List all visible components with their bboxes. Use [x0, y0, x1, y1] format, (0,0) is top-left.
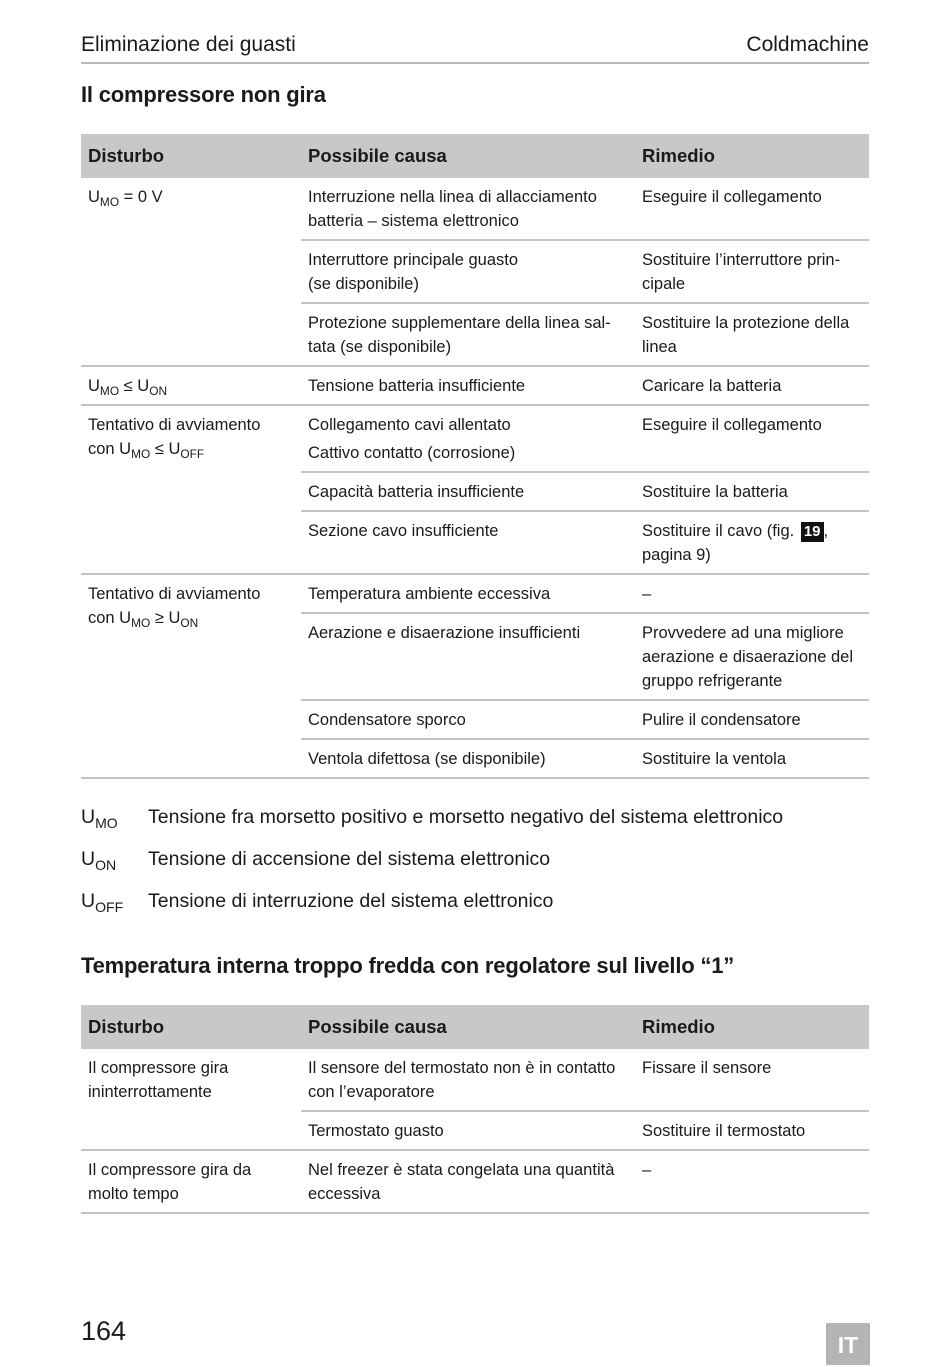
- header-product-name: Coldmachine: [746, 33, 869, 56]
- disturbo-cell: $U_{MO} = 0$ V: [81, 178, 301, 366]
- language-badge: IT: [826, 1323, 870, 1365]
- legend-symbol: $U_{MO}$: [81, 806, 118, 831]
- page-header: [81, 30, 869, 64]
- table-header-row: [81, 1005, 869, 1049]
- cause-cell: Ventola difettosa (se disponibile): [301, 739, 635, 778]
- column-header-causa: Possibile causa: [301, 1005, 635, 1049]
- column-header-disturbo: Disturbo: [81, 134, 301, 178]
- section-title-compressor: Il compressore non gira: [81, 82, 326, 107]
- remedy-cell: Caricare la batteria: [635, 366, 869, 405]
- column-header-rimedio: Rimedio: [635, 1005, 869, 1049]
- cause-cell: Temperatura ambiente eccessiva: [301, 574, 635, 613]
- legend-description: Tensione di interruzione del sistema elettronico: [148, 890, 554, 912]
- cause-cell: Tensione batteria insufficiente: [301, 366, 635, 405]
- remedy-cell: Sostituire il cavo (fig. 19 , pagina 9): [635, 511, 869, 574]
- remedy-cell: Sostituire la batteria: [635, 472, 869, 511]
- column-header-rimedio: Rimedio: [635, 134, 869, 178]
- table-row: [81, 1049, 869, 1111]
- page-number: 164: [81, 1316, 127, 1346]
- remedy-cell: Sostituire la ventola: [635, 739, 869, 778]
- table-row: [81, 405, 869, 472]
- table-row: [81, 178, 869, 240]
- remedy-cell: Fissare il sensore: [635, 1049, 869, 1111]
- cause-cell: Interruttore principale guasto (se disponibile): [301, 240, 635, 303]
- table-row: [81, 574, 869, 613]
- remedy-cell: Sostituire l’interruttore prin-cipale: [635, 240, 869, 303]
- remedy-cell: Provvedere ad una migliore aerazione e disaerazione del gruppo refrigerante: [635, 613, 869, 700]
- legend-description: Tensione di accensione del sistema elettronico: [148, 848, 551, 870]
- table-row: [81, 366, 869, 405]
- remedy-cell: Eseguire il collegamento: [635, 178, 869, 240]
- remedy-cell: Eseguire il collegamento: [635, 405, 869, 472]
- section-title-temperature: Temperatura interna troppo fredda con regolatore sul livello “1”: [81, 953, 735, 978]
- troubleshooting-table-compressor: [81, 134, 869, 779]
- table-header-row: [81, 134, 869, 178]
- remedy-cell: Sostituire il termostato: [635, 1111, 869, 1150]
- remedy-cell: Sostituire la protezione della linea: [635, 303, 869, 366]
- legend-symbol: $U_{OFF}$: [81, 890, 124, 915]
- legend-symbol: $U_{ON}$: [81, 848, 117, 873]
- figure-reference-badge: 19: [801, 522, 824, 542]
- remedy-cell: –: [635, 1150, 869, 1213]
- cause-cell: Sezione cavo insufficiente: [301, 511, 635, 574]
- header-section-title: Eliminazione dei guasti: [81, 33, 296, 56]
- cause-cell: Protezione supplementare della linea sal-tata (se disponibile): [301, 303, 635, 366]
- remedy-cell: Pulire il condensatore: [635, 700, 869, 739]
- column-header-disturbo: Disturbo: [81, 1005, 301, 1049]
- disturbo-cell: Tentativo di avviamento con $U_{MO} \ge U_{ON}$: [81, 574, 301, 778]
- cause-cell: Aerazione e disaerazione insufficienti: [301, 613, 635, 700]
- table-row: [81, 1150, 869, 1213]
- troubleshooting-table-temperature: [81, 1005, 869, 1214]
- legend-description: Tensione fra morsetto positivo e morsetto negativo del sistema elettronico: [148, 806, 784, 828]
- cause-cell: Il sensore del termostato non è in contatto con l’evaporatore: [301, 1049, 635, 1111]
- cause-cell: Capacità batteria insufficiente: [301, 472, 635, 511]
- cause-cell: Condensatore sporco: [301, 700, 635, 739]
- disturbo-cell: Il compressore gira da molto tempo: [81, 1150, 301, 1213]
- disturbo-cell: Il compressore gira ininterrottamente: [81, 1049, 301, 1150]
- cause-cell: Nel freezer è stata congelata una quantità eccessiva: [301, 1150, 635, 1213]
- cause-cell: Interruzione nella linea di allacciamento batteria – sistema elettronico: [301, 178, 635, 240]
- disturbo-cell: $U_{MO} \le U_{ON}$: [81, 366, 301, 405]
- remedy-cell: –: [635, 574, 869, 613]
- column-header-causa: Possibile causa: [301, 134, 635, 178]
- cause-cell: Collegamento cavi allentato Cattivo contatto (corrosione): [301, 405, 635, 472]
- cause-cell: Termostato guasto: [301, 1111, 635, 1150]
- disturbo-cell: Tentativo di avviamento con $U_{MO} \le U_{OFF}$: [81, 405, 301, 574]
